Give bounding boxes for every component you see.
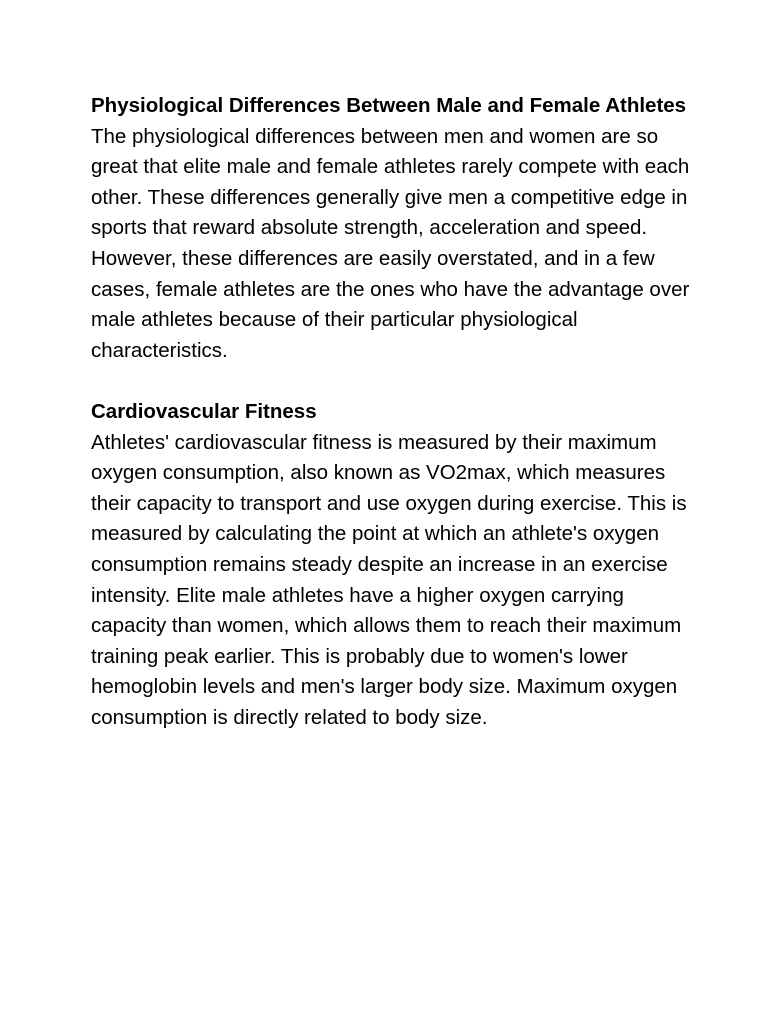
section-paragraph: The physiological differences between men and women are so great that elite male and female athletes rarely compete with each other. These differences generally give men a competitive edge in sports that reward absolute strength, acceleration and speed. However, these differences are easily overstated, and in a few cases, female athletes are the ones who have the advantage over male athletes because of their particular physiological characteristics. — [91, 124, 690, 362]
section-cardiovascular-fitness — [91, 397, 691, 734]
document-content — [91, 91, 691, 733]
section-heading: Cardiovascular Fitness — [91, 399, 317, 423]
section-physiological-differences — [91, 91, 691, 366]
section-heading: Physiological Differences Between Male and Female Athletes — [91, 94, 687, 117]
paragraph-spacer — [91, 366, 691, 397]
section-paragraph: Athletes' cardiovascular fitness is measured by their maximum oxygen consumption, also known as VO2max, which measures their capacity to transport and use oxygen during exercise. This is measured by calculating the point at which an athlete's oxygen consumption remains steady despite an increase in an exercise intensity. Elite male athletes have a higher oxygen carrying capacity than women, which allows them to reach their maximum training peak earlier. This is probably due to women's lower hemoglobin levels and men's larger body size. Maximum oxygen consumption is directly related to body size. — [91, 430, 687, 729]
